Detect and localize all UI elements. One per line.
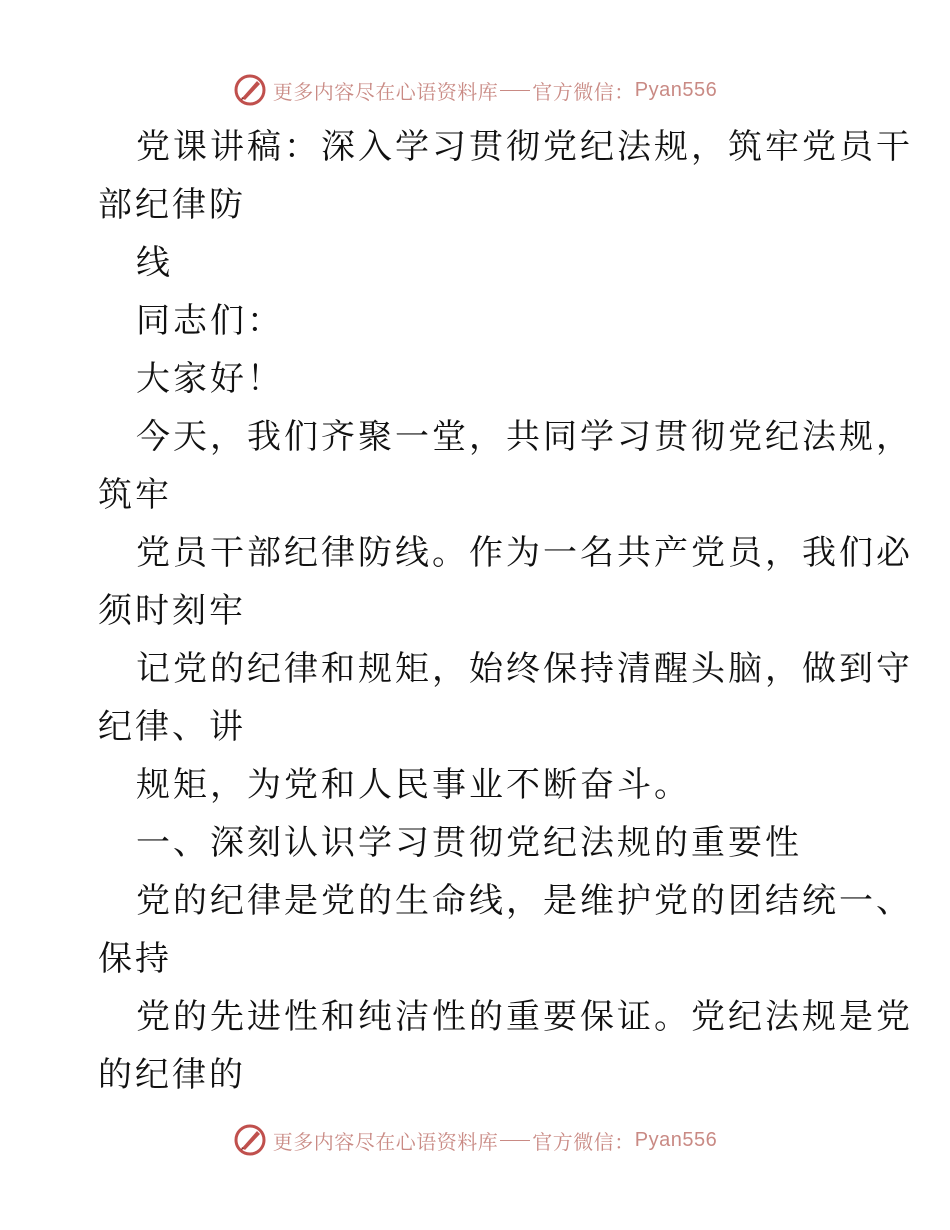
text-line: 一、深刻认识学习贯彻党纪法规的重要性 (136, 823, 802, 863)
text-line: 纪律、讲 (98, 707, 246, 747)
watermark-header (0, 70, 950, 110)
watermark-wechat-label: 官方微信： (532, 79, 635, 104)
watermark-wechat-label: 官方微信： (532, 1129, 635, 1154)
watermark-text: 更多内容尽在心语资料库 (272, 79, 499, 104)
text-line: 党员干部纪律防线。作为一名共产党员，我们必 (136, 533, 913, 573)
watermark-wechat-id: Pyan556 (634, 1128, 718, 1151)
watermark-dash (500, 90, 530, 91)
text-line: 规矩，为党和人民事业不断奋斗。 (136, 765, 691, 805)
watermark-dash (500, 1140, 530, 1141)
document-body (98, 118, 913, 1104)
watermark-text: 更多内容尽在心语资料库 (272, 1129, 499, 1154)
text-line: 部纪律防 (98, 185, 246, 225)
text-line: 筑牢 (98, 475, 172, 515)
text-line: 党的先进性和纯洁性的重要保证。党纪法规是党 (136, 997, 913, 1037)
text-line: 的纪律的 (98, 1055, 246, 1095)
text-line: 线 (136, 243, 173, 283)
watermark-footer (0, 1120, 950, 1160)
text-line: 记党的纪律和规矩，始终保持清醒头脑，做到守 (136, 649, 913, 689)
quill-logo-icon (233, 1123, 267, 1157)
text-line: 保持 (98, 939, 172, 979)
quill-logo-icon (233, 73, 267, 107)
text-line: 今天，我们齐聚一堂，共同学习贯彻党纪法规， (136, 417, 913, 457)
text-line: 党的纪律是党的生命线，是维护党的团结统一、 (136, 881, 913, 921)
text-line: 大家好！ (136, 359, 284, 399)
text-line: 须时刻牢 (98, 591, 246, 631)
watermark-wechat-id: Pyan556 (634, 78, 718, 101)
text-line: 同志们： (136, 301, 284, 341)
text-line: 党课讲稿：深入学习贯彻党纪法规，筑牢党员干 (136, 127, 913, 167)
